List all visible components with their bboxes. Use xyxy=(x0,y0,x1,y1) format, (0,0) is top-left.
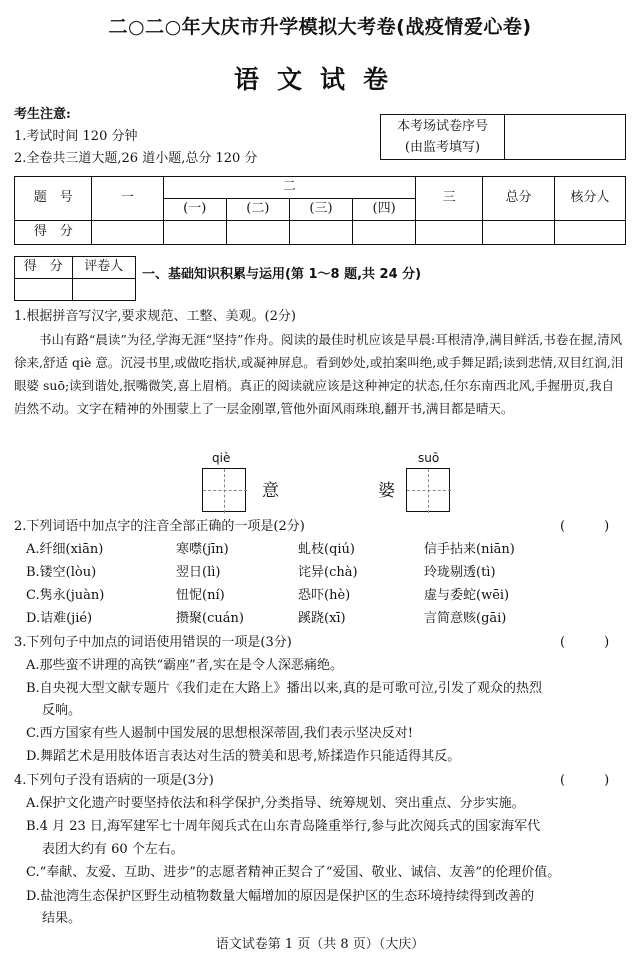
score-cell[interactable] xyxy=(226,221,289,245)
score-cell[interactable] xyxy=(92,221,163,245)
option-b-continued: 表团大约有 60 个左右。 xyxy=(42,842,184,857)
option-cell: 虬枝(qiú) xyxy=(298,542,355,557)
option-cell: 虚与委蛇(wēi) xyxy=(424,588,510,603)
option-cell: 忸怩(ní) xyxy=(176,588,225,603)
option-cell: 诧异(chà) xyxy=(298,565,358,580)
score-cell[interactable] xyxy=(163,221,226,245)
option-b-continued: 反响。 xyxy=(42,703,82,718)
score-cell[interactable] xyxy=(353,221,416,245)
page-footer: 语文试卷第 1 页（共 8 页）（大庆） xyxy=(215,937,425,952)
notice-item: 1.考试时间 120 分钟 xyxy=(14,129,138,144)
answer-grid-box[interactable] xyxy=(202,468,246,512)
grader-score-label: 得 分 xyxy=(15,257,73,279)
header-sub-one: (一) xyxy=(163,199,226,221)
header-question-number: 题 号 xyxy=(15,177,92,221)
given-character: 婆 xyxy=(378,481,395,501)
score-cell[interactable] xyxy=(289,221,352,245)
header-total: 总分 xyxy=(483,177,554,221)
header-part-one: 一 xyxy=(92,177,163,221)
question-1-stem: 1.根据拼音写汉字,要求规范、工整、美观。(2分) xyxy=(14,309,296,324)
header-sub-four: (四) xyxy=(353,199,416,221)
option-cell: A.纤细(xiān) xyxy=(26,542,104,557)
option-d: D.盐池湾生态保护区野生动植物数量大幅增加的原因是保护区的生态环境持续得到改善的 xyxy=(26,889,535,904)
pinyin-label: qiè xyxy=(212,451,231,465)
answer-paren[interactable]: ( ) xyxy=(560,519,610,534)
option-cell: D.诘难(jié) xyxy=(26,611,93,626)
option-cell: 信手拈来(niān) xyxy=(424,542,515,557)
option-d-continued: 结果。 xyxy=(42,911,82,926)
option-cell: B.镂空(lòu) xyxy=(26,565,97,580)
grader-name-cell[interactable] xyxy=(72,279,135,301)
score-table xyxy=(14,176,626,245)
notice-heading: 考生注意: xyxy=(14,107,71,122)
answer-paren[interactable]: ( ) xyxy=(560,635,610,650)
option-cell: 攒聚(cuán) xyxy=(176,611,244,626)
option-c: C.西方国家有些人遏制中国发展的思想根深蒂固,我们表示坚决反对! xyxy=(26,726,413,741)
header-sub-two: (二) xyxy=(226,199,289,221)
question-2-stem: 2.下列词语中加点字的注音全部正确的一项是(2分) xyxy=(14,519,305,534)
answer-grid-box[interactable] xyxy=(406,468,450,512)
option-b: B.4 月 23 日,海军建军七十周年阅兵式在山东青岛隆重举行,参与此次阅兵式的国家海军代 xyxy=(26,819,541,834)
section-heading: 一、基础知识积累与运用(第 1～8 题,共 24 分) xyxy=(142,267,422,282)
question-4-stem: 4.下列句子没有语病的一项是(3分) xyxy=(14,773,214,788)
question-3-stem: 3.下列句子中加点的词语使用错误的一项是(3分) xyxy=(14,635,292,650)
serial-label-line: 本考场试卷序号 xyxy=(396,119,488,134)
header-part-two: 二 xyxy=(163,177,416,199)
answer-paren[interactable]: ( ) xyxy=(560,773,610,788)
option-cell: C.隽永(juàn) xyxy=(26,588,105,603)
option-cell: 蹊跷(xī) xyxy=(298,611,346,626)
option-cell: 恐吓(hè) xyxy=(298,588,351,603)
score-cell[interactable] xyxy=(483,221,554,245)
option-a: A.保护文化遗产时要坚持依法和科学保护,分类指导、统筹规划、突出重点、分步实施。 xyxy=(26,796,525,811)
grader-table xyxy=(14,256,136,301)
serial-label-line: (由监考填写) xyxy=(404,140,481,155)
option-cell: 言简意赅(gāi) xyxy=(424,611,507,626)
row-score-label: 得 分 xyxy=(15,221,92,245)
pinyin-label: suō xyxy=(418,451,440,465)
option-c: C.“奉献、友爱、互助、进步”的志愿者精神正契合了“爱国、敬业、诚信、友善”的伦理价值。 xyxy=(26,865,561,880)
grader-score-cell[interactable] xyxy=(15,279,73,301)
serial-input-area[interactable] xyxy=(505,115,625,159)
header-part-three: 三 xyxy=(416,177,483,221)
option-cell: 寒噤(jīn) xyxy=(176,542,229,557)
option-d: D.舞蹈艺术是用肢体语言表达对生活的赞美和思考,矫揉造作只能适得其反。 xyxy=(26,749,461,764)
grader-name-label: 评卷人 xyxy=(72,257,135,279)
exam-subtitle: 语文试卷 xyxy=(233,65,406,94)
option-b: B.自央视大型文献专题片《我们走在大路上》播出以来,真的是可歌可泣,引发了观众的热烈 xyxy=(26,681,542,696)
score-cell[interactable] xyxy=(416,221,483,245)
serial-number-box xyxy=(380,114,626,160)
serial-label xyxy=(381,115,505,159)
header-sub-three: (三) xyxy=(289,199,352,221)
option-a: A.那些蛮不讲理的高铁“霸座”者,实在是令人深恶痛绝。 xyxy=(26,658,343,673)
score-cell[interactable] xyxy=(554,221,625,245)
notice-item: 2.全卷共三道大题,26 道小题,总分 120 分 xyxy=(14,151,258,166)
header-checker: 核分人 xyxy=(554,177,625,221)
given-character: 意 xyxy=(262,481,279,501)
exam-title: 二○二○年大庆市升学模拟大考卷(战疫情爱心卷) xyxy=(108,16,532,38)
option-cell: 翌日(lì) xyxy=(176,565,221,580)
reading-passage: 书山有路“晨读”为径,学海无涯“坚持”作舟。阅读的最佳时机应该是早晨:耳根清净,满目鲜活,书卷在握,清风徐来,舒适 qiè 意。沉浸书里,或做吃指状,或凝神屏息。看到妙处,或拍案叫绝,或手舞足蹈;读到悲情,双目红润,泪眼婆 suō;读到谐处,抿嘴微笑,喜上眉梢。真正的阅读就应该是这种神定的状态,任尔东南西北风,手握册页,我自岿然不动。文字在精神的外围蒙上了一层金刚罩,管他外面风雨珠琅,翻开书,满目都是晴天。 xyxy=(14,332,624,416)
option-cell: 玲珑剔透(tì) xyxy=(424,565,496,580)
